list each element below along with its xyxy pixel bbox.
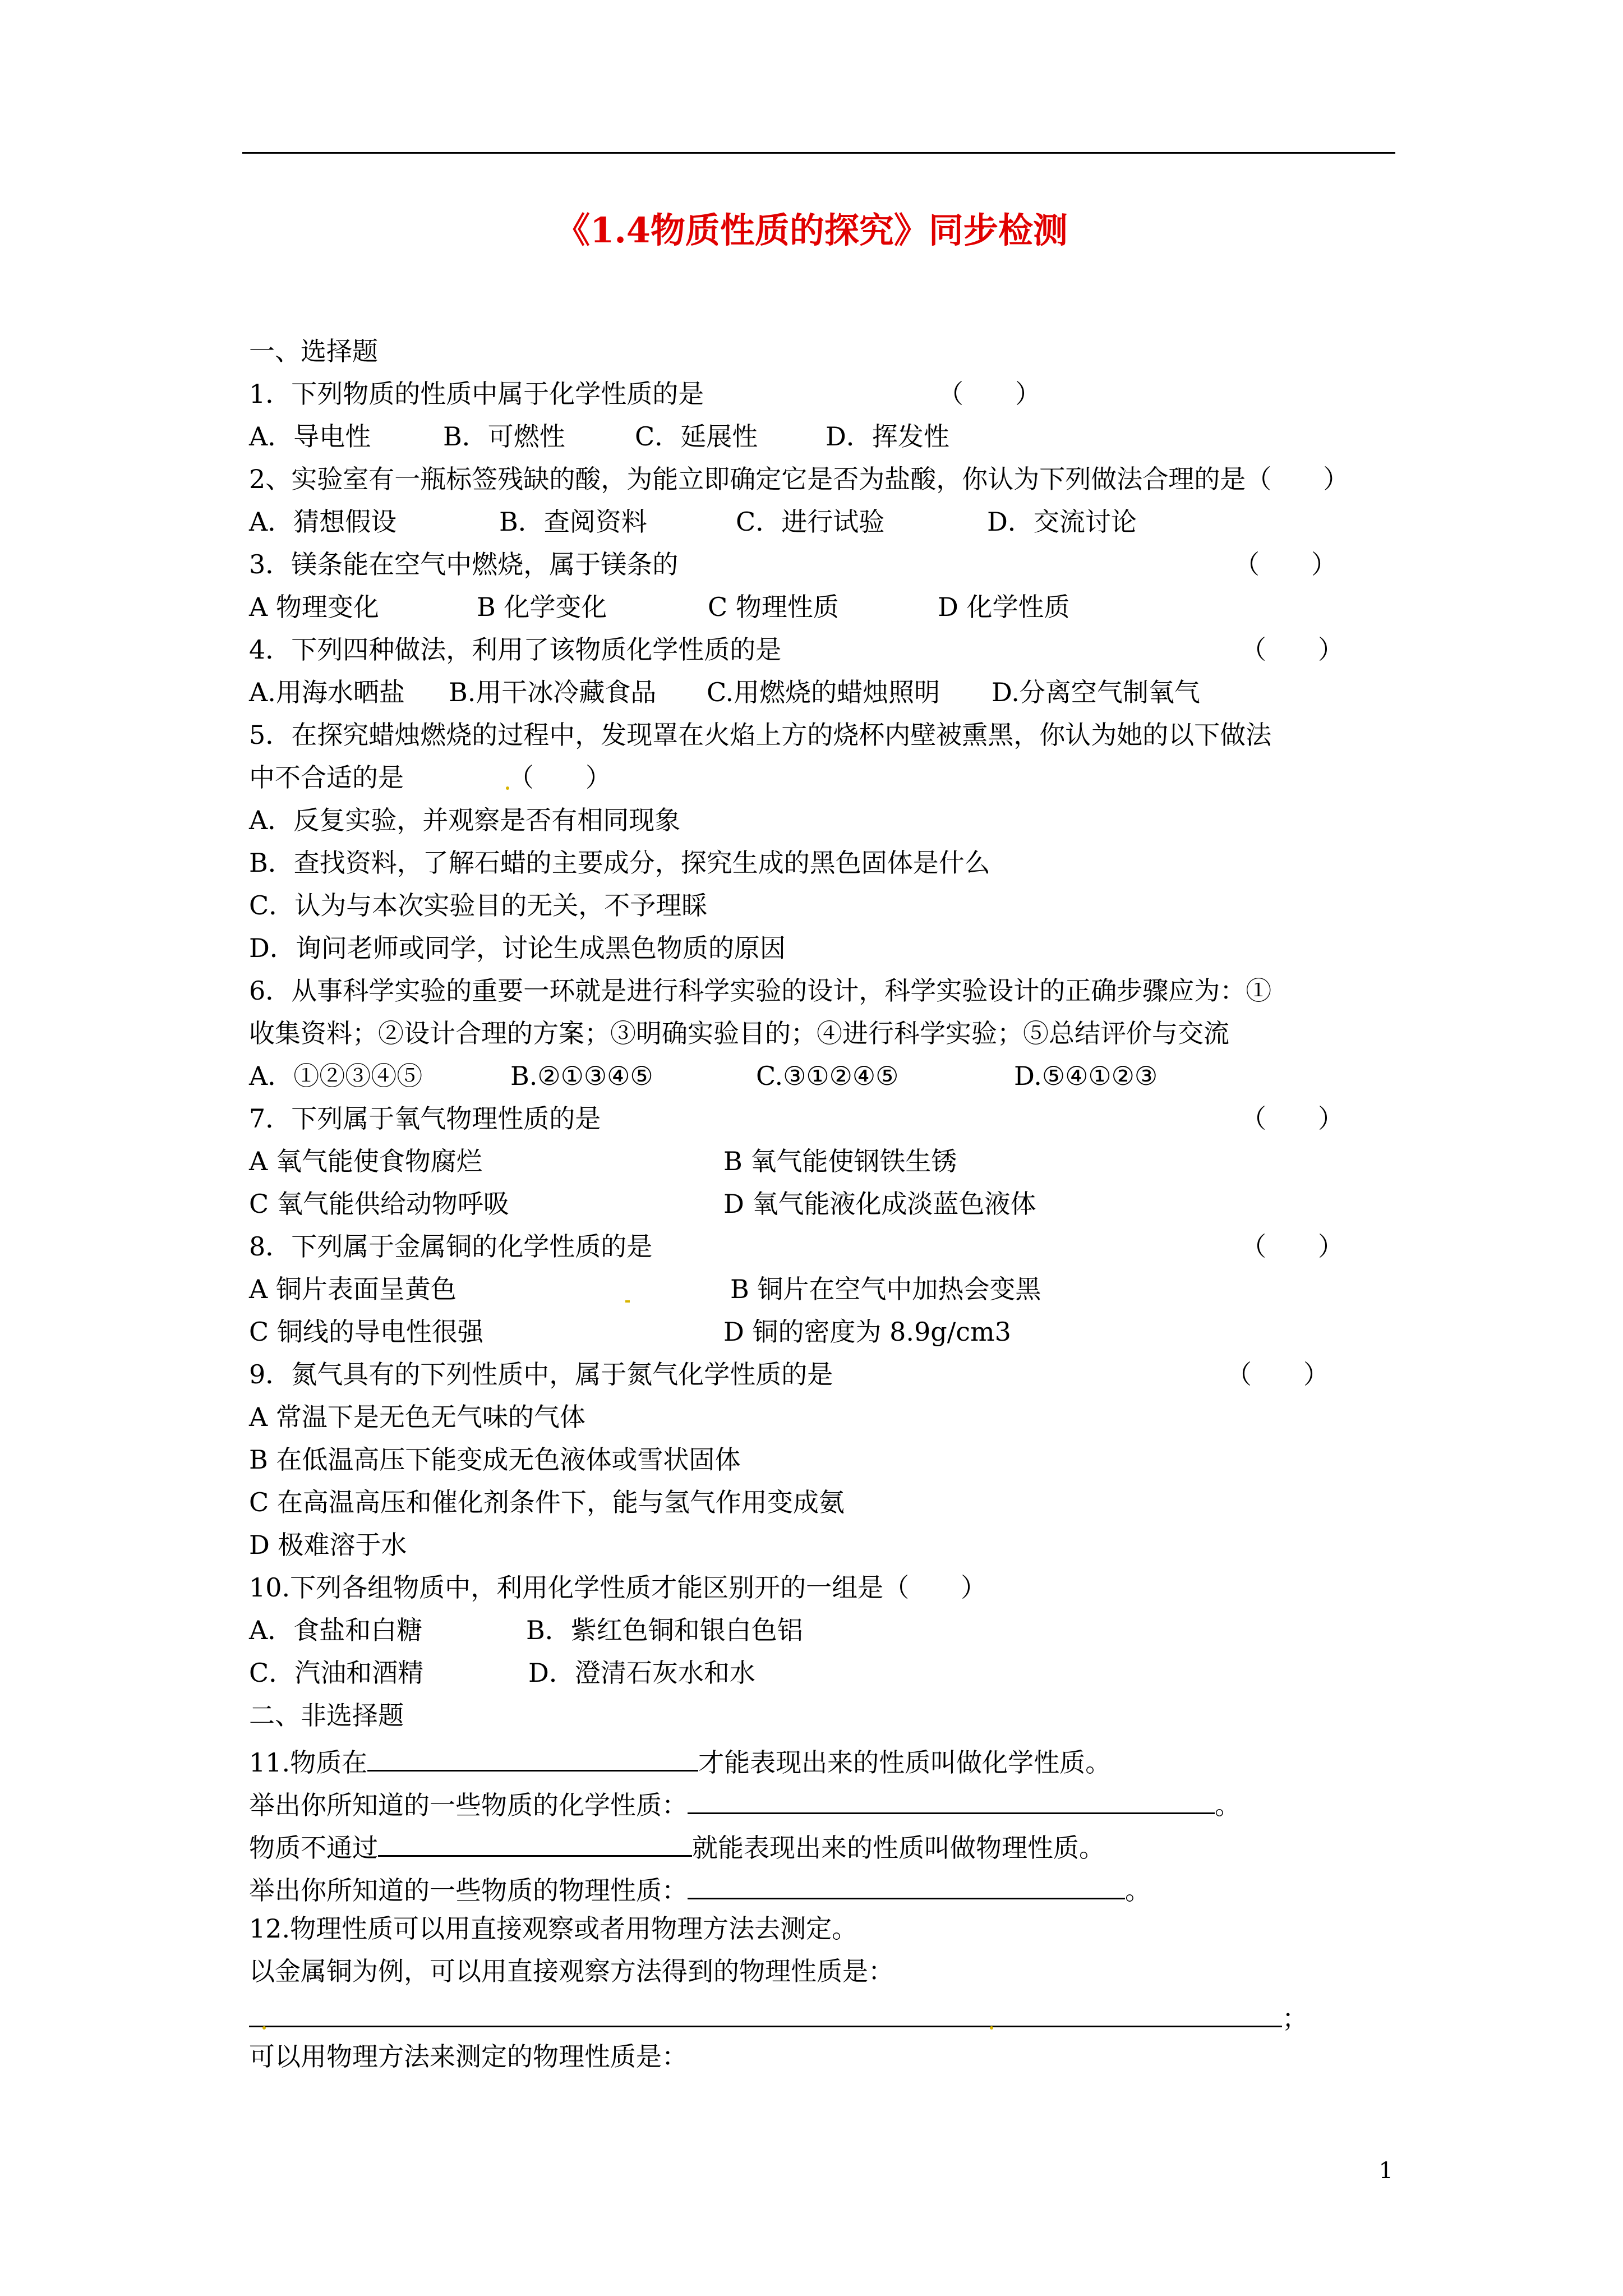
question-5-answer-paren: （ ） bbox=[508, 762, 611, 793]
stray-dot bbox=[262, 2026, 266, 2030]
answer-blank[interactable] bbox=[249, 2001, 1282, 2027]
question-4-option-d: D.分离空气制氧气 bbox=[992, 677, 1200, 707]
stray-dot bbox=[990, 2026, 993, 2030]
question-11-line-4 bbox=[249, 1873, 1151, 1906]
question-3-stem: 3．镁条能在空气中燃烧，属于镁条的 bbox=[249, 549, 679, 579]
question-5-stem-line-1: 5．在探究蜡烛燃烧的过程中，发现罩在火焰上方的烧杯内壁被熏黑，你认为她的以下做法 bbox=[249, 720, 1272, 750]
question-8-option-c: C 铜线的导电性很强 bbox=[249, 1317, 483, 1347]
question-9-stem: 9．氮气具有的下列性质中，属于氮气化学性质的是 bbox=[249, 1359, 833, 1389]
question-10-option-a: A．食盐和白糖 bbox=[249, 1615, 423, 1645]
question-11-line-4-suffix: 。 bbox=[1125, 1875, 1151, 1906]
question-11-line-2-prefix: 举出你所知道的一些物质的化学性质： bbox=[249, 1790, 688, 1820]
question-8-answer-paren: （ ） bbox=[1241, 1231, 1344, 1262]
question-11-line-3-prefix: 物质不通过 bbox=[249, 1833, 378, 1863]
question-3-option-c: C 物理性质 bbox=[708, 592, 839, 622]
question-2-option-a: A．猜想假设 bbox=[249, 507, 397, 537]
question-5-option-a: A．反复实验，并观察是否有相同现象 bbox=[249, 805, 681, 835]
question-9-option-c: C 在高温高压和催化剂条件下，能与氢气作用变成氨 bbox=[249, 1487, 845, 1517]
question-11-line-2-suffix: 。 bbox=[1215, 1790, 1241, 1820]
question-7-answer-paren: （ ） bbox=[1241, 1103, 1344, 1134]
question-10-option-d: D．澄清石灰水和水 bbox=[528, 1658, 755, 1688]
question-8-stem: 8．下列属于金属铜的化学性质的是 bbox=[249, 1231, 653, 1262]
question-1-option-d: D．挥发性 bbox=[826, 421, 949, 452]
question-7-option-a: A 氧气能使食物腐烂 bbox=[249, 1146, 482, 1176]
question-3-option-d: D 化学性质 bbox=[938, 592, 1070, 622]
question-6-option-c: C.③①②④⑤ bbox=[756, 1061, 899, 1091]
page-number: 1 bbox=[1378, 2158, 1393, 2184]
question-5-option-c: C．认为与本次实验目的无关，不予理睬 bbox=[249, 890, 708, 921]
question-3-option-b: B 化学变化 bbox=[477, 592, 607, 622]
answer-blank[interactable] bbox=[688, 1873, 1125, 1899]
question-11-line-3 bbox=[249, 1830, 1105, 1861]
question-7-stem: 7．下列属于氧气物理性质的是 bbox=[249, 1103, 601, 1134]
question-12-line-3 bbox=[249, 2001, 1308, 2031]
answer-blank[interactable] bbox=[688, 1788, 1215, 1814]
question-10-option-c: C．汽油和酒精 bbox=[249, 1658, 424, 1688]
question-7-option-d: D 氧气能液化成淡蓝色液体 bbox=[723, 1189, 1036, 1219]
question-6-option-b: B.②①③④⑤ bbox=[510, 1061, 653, 1091]
question-11-line-3-suffix: 就能表现出来的性质叫做物理性质。 bbox=[692, 1833, 1105, 1863]
stray-dot bbox=[625, 1300, 630, 1303]
question-4-option-c: C.用燃烧的蜡烛照明 bbox=[707, 677, 940, 707]
question-6-option-d: D.⑤④①②③ bbox=[1014, 1061, 1158, 1091]
question-10-stem: 10.下列各组物质中，利用化学性质才能区别开的一组是（ ） bbox=[249, 1572, 987, 1603]
question-1-option-c: C．延展性 bbox=[635, 421, 758, 452]
question-9-option-b: B 在低温高压下能变成无色液体或雪状固体 bbox=[249, 1444, 741, 1475]
question-11-line-4-prefix: 举出你所知道的一些物质的物理性质： bbox=[249, 1875, 688, 1906]
question-4-stem: 4．下列四种做法，利用了该物质化学性质的是 bbox=[249, 634, 782, 665]
question-8-option-b: B 铜片在空气中加热会变黑 bbox=[730, 1274, 1041, 1304]
question-1-answer-paren: （ ） bbox=[938, 379, 1041, 409]
question-12-line-3-suffix: ； bbox=[1282, 2003, 1308, 2033]
question-5-option-d: D．询问老师或同学，讨论生成黑色物质的原因 bbox=[249, 933, 786, 963]
question-11-line-1-suffix: 才能表现出来的性质叫做化学性质。 bbox=[698, 1747, 1112, 1778]
question-2-option-d: D．交流讨论 bbox=[987, 507, 1137, 537]
question-9-answer-paren: （ ） bbox=[1226, 1359, 1329, 1389]
question-4-option-a: A.用海水晒盐 bbox=[249, 677, 405, 707]
question-11-line-2 bbox=[249, 1788, 1241, 1818]
question-3-answer-paren: （ ） bbox=[1234, 549, 1337, 579]
question-2-option-b: B．查阅资料 bbox=[499, 507, 647, 537]
question-12-line-1: 12.物理性质可以用直接观察或者用物理方法去测定。 bbox=[249, 1913, 858, 1944]
question-12-line-2: 以金属铜为例，可以用直接观察方法得到的物理性质是： bbox=[249, 1956, 894, 1986]
question-5-stem-line-2: 中不合适的是 bbox=[249, 762, 404, 793]
question-8-option-d: D 铜的密度为 8.9g/cm3 bbox=[723, 1317, 1011, 1347]
question-11-line-1 bbox=[249, 1745, 1112, 1778]
question-9-option-a: A 常温下是无色无气味的气体 bbox=[249, 1402, 585, 1432]
question-6-stem-line-1: 6．从事科学实验的重要一环就是进行科学实验的设计，科学实验设计的正确步骤应为：① bbox=[249, 976, 1272, 1006]
question-11-line-1-prefix: 11.物质在 bbox=[249, 1747, 368, 1778]
answer-blank[interactable] bbox=[378, 1830, 692, 1857]
question-12-line-4: 可以用物理方法来测定的物理性质是： bbox=[249, 2041, 688, 2072]
question-8-option-a: A 铜片表面呈黄色 bbox=[249, 1274, 457, 1304]
header-rule bbox=[242, 152, 1395, 154]
question-5-option-b: B．查找资料，了解石蜡的主要成分，探究生成的黑色固体是什么 bbox=[249, 848, 990, 878]
question-3-option-a: A 物理变化 bbox=[249, 592, 379, 622]
question-4-answer-paren: （ ） bbox=[1241, 634, 1344, 665]
question-4-option-b: B.用干冰冷藏食品 bbox=[449, 677, 657, 707]
question-2-option-c: C．进行试验 bbox=[736, 507, 885, 537]
section-heading-choice: 一、选择题 bbox=[249, 336, 378, 366]
section-heading-non-choice: 二、非选择题 bbox=[249, 1700, 404, 1731]
question-10-option-b: B．紫红色铜和银白色铝 bbox=[526, 1615, 803, 1645]
page-title: 《1.4物质性质的探究》同步检测 bbox=[555, 210, 1068, 251]
answer-blank[interactable] bbox=[367, 1745, 698, 1772]
question-2-stem: 2、实验室有一瓶标签残缺的酸，为能立即确定它是否为盐酸，你认为下列做法合理的是（ ） bbox=[249, 464, 1349, 494]
question-1-stem: 1．下列物质的性质中属于化学性质的是 bbox=[249, 379, 704, 409]
question-9-option-d: D 极难溶于水 bbox=[249, 1530, 407, 1560]
question-6-stem-line-2: 收集资料；②设计合理的方案；③明确实验目的；④进行科学实验；⑤总结评价与交流 bbox=[249, 1018, 1229, 1048]
question-7-option-b: B 氧气能使钢铁生锈 bbox=[723, 1146, 957, 1176]
question-1-option-a: A．导电性 bbox=[249, 421, 371, 452]
question-6-option-a: A．①②③④⑤ bbox=[249, 1061, 423, 1091]
question-7-option-c: C 氧气能供给动物呼吸 bbox=[249, 1189, 509, 1219]
question-1-option-b: B．可燃性 bbox=[443, 421, 565, 452]
